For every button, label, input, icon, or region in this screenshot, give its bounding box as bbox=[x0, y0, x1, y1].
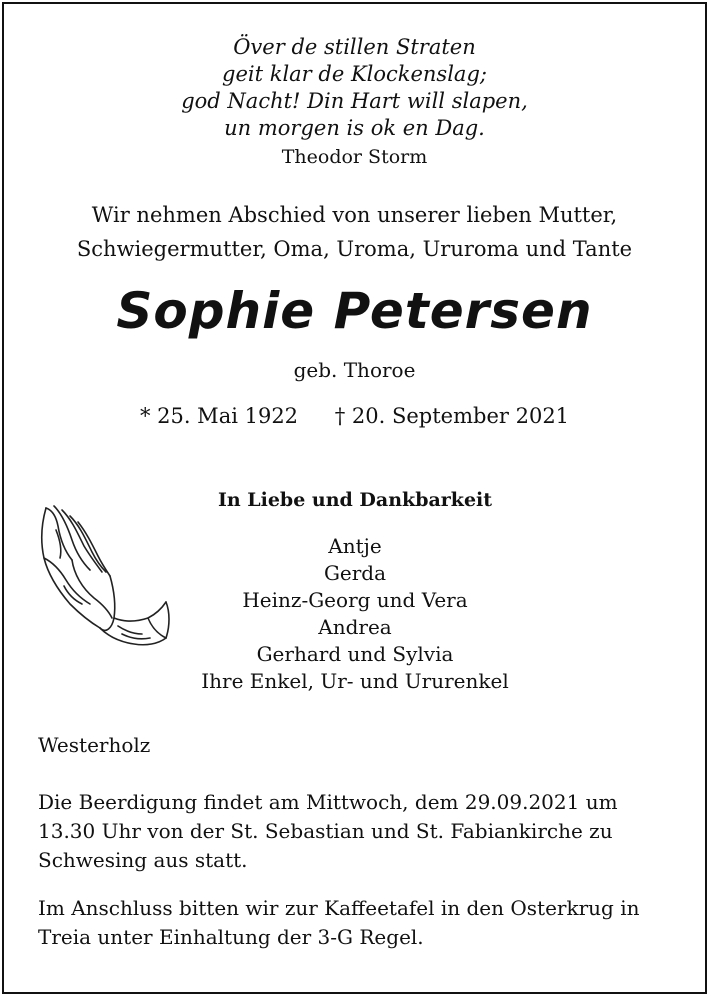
poem-author: Theodor Storm bbox=[281, 146, 428, 168]
praying-hands-icon bbox=[34, 500, 174, 660]
place-name: Westerholz bbox=[38, 733, 151, 757]
poem bbox=[0, 34, 709, 142]
thanks-heading: In Liebe und Dankbarkeit bbox=[217, 489, 493, 511]
poem-line: god Nacht! Din Hart will slapen, bbox=[181, 89, 528, 113]
intro-text bbox=[0, 198, 709, 266]
life-dates bbox=[0, 404, 709, 428]
mourners-list bbox=[170, 533, 540, 695]
list-item: Gerhard und Sylvia bbox=[256, 642, 454, 666]
birth-date: * 25. Mai 1922 bbox=[139, 404, 299, 428]
funeral-info: Die Beerdigung findet am Mittwoch, dem 29.09.2021 um 13.30 Uhr von der St. Sebastian und St. Fabiankirche zu Schwesing aus statt. bbox=[38, 790, 618, 872]
death-date: † 20. September 2021 bbox=[334, 404, 570, 428]
deceased-name: Sophie Petersen bbox=[116, 282, 593, 340]
maiden-name: geb. Thoroe bbox=[293, 358, 416, 382]
list-item: Heinz-Georg und Vera bbox=[242, 588, 468, 612]
poem-line: Över de stillen Straten bbox=[233, 35, 476, 59]
poem-line: un morgen is ok en Dag. bbox=[224, 116, 485, 140]
reception-info: Im Anschluss bitten wir zur Kaffeetafel in den Osterkrug in Treia unter Einhaltung der 3-G Regel. bbox=[38, 896, 640, 949]
intro-line: Wir nehmen Abschied von unserer lieben Mutter, bbox=[91, 203, 618, 227]
intro-line: Schwiegermutter, Oma, Uroma, Ururoma und Tante bbox=[76, 237, 633, 261]
list-item: Antje bbox=[328, 534, 382, 558]
list-item: Gerda bbox=[323, 561, 387, 585]
poem-line: geit klar de Klockenslag; bbox=[222, 62, 487, 86]
list-item: Ihre Enkel, Ur- und Ururenkel bbox=[201, 669, 509, 693]
list-item: Andrea bbox=[318, 615, 392, 639]
